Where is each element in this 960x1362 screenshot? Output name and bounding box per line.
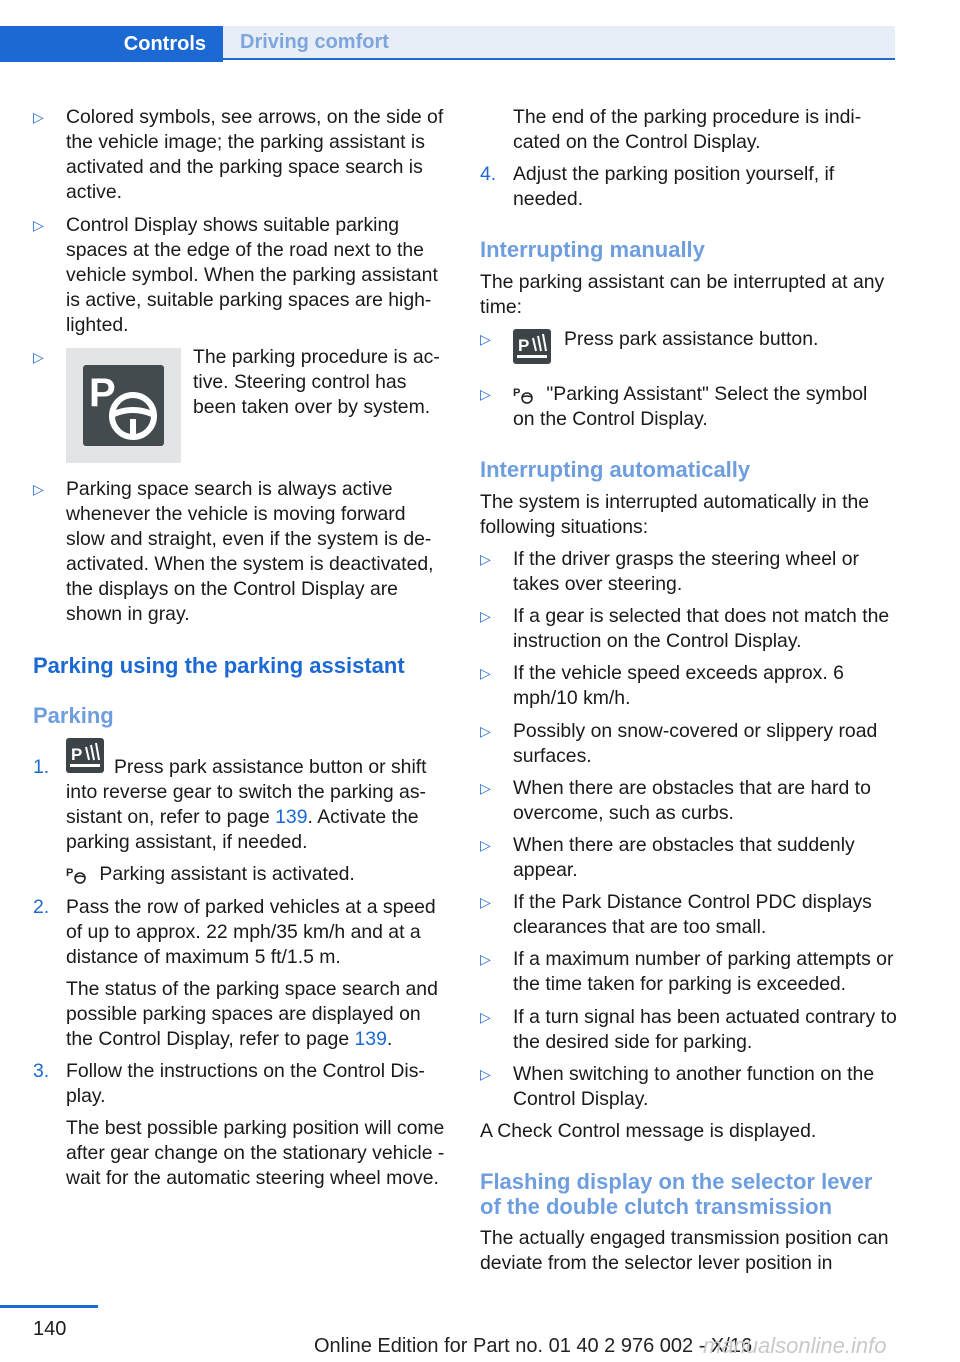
bullet-triangle-icon: ▷: [480, 951, 491, 967]
list-item-text: If a turn signal has been actuated contrary to the desired side for parking.: [513, 1006, 897, 1053]
step-note-text: The end of the parking procedure is indi‐cated on the Control Display.: [513, 106, 862, 153]
bullet-triangle-icon: ▷: [480, 780, 491, 796]
list-item-text: If a maximum number of parking attempts or the time taken for parking is exceeded.: [513, 948, 894, 995]
svg-text:P: P: [66, 866, 74, 879]
step-note-text: The status of the parking space search and possible parking spaces are displayed on the Control Display, refer to page 139.: [66, 978, 438, 1050]
bullet-triangle-icon: ▷: [33, 349, 44, 365]
svg-text:P: P: [518, 336, 530, 355]
paragraph: A Check Control message is displayed.: [480, 1120, 817, 1142]
list-item-text: When there are obstacles that are hard to overcome, such as curbs.: [513, 777, 871, 824]
tab-driving-comfort[interactable]: Driving comfort: [223, 26, 895, 60]
subsection-heading: Interrupting manually: [480, 237, 705, 262]
list-item-text: Control Display shows suitable parking spaces at the edge of the road next to the vehicle symbol. When the parking assistant is active, suitable parking spaces are high‐lighted.: [66, 214, 438, 336]
edition-line: Online Edition for Part no. 01 40 2 976 002 - X/16: [314, 1335, 753, 1357]
step-text: Pass the row of parked vehicles at a speed of up to approx. 22 mph/35 km/h and at a distance of maximum 5 ft/1.5 m.: [66, 896, 436, 968]
list-item-text: Possibly on snow-covered or slippery road surfaces.: [513, 720, 878, 767]
subsection-heading: Interrupting automatically: [480, 457, 751, 482]
list-item-text: The parking procedure is ac‐tive. Steering control has been taken over by system.: [193, 346, 440, 418]
subsection-heading: Flashing display on the selector lever of the double clutch transmission: [480, 1169, 873, 1219]
list-item-text: When switching to another function on the Control Display.: [513, 1063, 875, 1110]
section-heading: Parking using the parking assistant: [33, 653, 405, 678]
step-number: 4.: [480, 163, 497, 185]
bullet-triangle-icon: ▷: [33, 217, 44, 233]
bullet-triangle-icon: ▷: [480, 331, 491, 347]
bullet-triangle-icon: ▷: [480, 386, 491, 402]
step-text: Follow the instructions on the Control Dis‐play.: [66, 1060, 425, 1107]
step-note-text: Parking assistant is activated.: [99, 863, 355, 885]
list-item-text: If a gear is selected that does not match the instruction on the Control Display.: [513, 605, 890, 652]
bullet-triangle-icon: ▷: [480, 837, 491, 853]
subsection-heading: Parking: [33, 703, 114, 728]
list-item-text: If the Park Distance Control PDC displays clearances that are too small.: [513, 891, 872, 938]
bullet-triangle-icon: ▷: [480, 551, 491, 567]
list-item-text: If the vehicle speed exceeds approx. 6 mph/10 km/h.: [513, 662, 844, 709]
step-note-text: The best possible parking position will come after gear change on the stationary vehicle - wait for the automatic steering wheel move.: [66, 1117, 445, 1189]
tab-controls[interactable]: Controls: [0, 26, 223, 62]
list-item-text: If the driver grasps the steering wheel or takes over steering.: [513, 548, 859, 595]
step-text: Adjust the parking position yourself, if needed.: [513, 163, 835, 210]
bullet-triangle-icon: ▷: [480, 1066, 491, 1082]
watermark: manualsonline.info: [703, 1333, 887, 1358]
bullet-triangle-icon: ▷: [480, 665, 491, 681]
step-number: 3.: [33, 1060, 50, 1082]
step-number: 2.: [33, 896, 50, 918]
footer-rule: [0, 1305, 98, 1308]
list-item-text: Press park assistance button.: [564, 328, 819, 350]
chapter-header: [0, 26, 895, 62]
bullet-triangle-icon: ▷: [480, 608, 491, 624]
svg-text:P: P: [513, 386, 521, 399]
step-number: 1.: [33, 756, 50, 778]
bullet-triangle-icon: ▷: [480, 723, 491, 739]
svg-text:P: P: [71, 745, 83, 764]
step-text: Press park assistance button or shift into reverse gear to switch the parking as‐sistant on, refer to page 139. Activate the parking assistant, if needed.: [66, 756, 427, 853]
page-link-139[interactable]: 139: [275, 806, 308, 828]
bullet-triangle-icon: ▷: [33, 481, 44, 497]
park-assist-active-icon: [66, 348, 181, 463]
svg-text:P: P: [89, 371, 116, 415]
paragraph: The parking assistant can be interrupted at any time:: [480, 271, 885, 318]
paragraph: The system is interrupted automatically in the following situations:: [480, 491, 870, 538]
page-number: 140: [33, 1318, 67, 1340]
park-assist-button-icon: [513, 329, 551, 364]
bullet-triangle-icon: ▷: [33, 109, 44, 125]
list-item-text: When there are obstacles that suddenly appear.: [513, 834, 855, 881]
list-item-text: Parking space search is always active whenever the vehicle is moving forward slow and straight, even if the system is de‐activated. When the system is deactivated, the displays on the Control Display are shown in gray.: [66, 478, 434, 625]
page-link-139[interactable]: 139: [354, 1028, 387, 1050]
list-item-text: Colored symbols, see arrows, on the side of the vehicle image; the parking assistant is activated and the parking space search is active.: [66, 106, 444, 203]
bullet-triangle-icon: ▷: [480, 1009, 491, 1025]
park-assist-symbol-icon: [513, 385, 535, 405]
park-assist-symbol-icon: [66, 865, 88, 885]
list-item-text: P "Parking Assistant" Select the symbol on the Control Display.: [513, 383, 868, 430]
bullet-triangle-icon: ▷: [480, 894, 491, 910]
paragraph: The actually engaged transmission position can deviate from the selector lever position in: [480, 1227, 889, 1274]
